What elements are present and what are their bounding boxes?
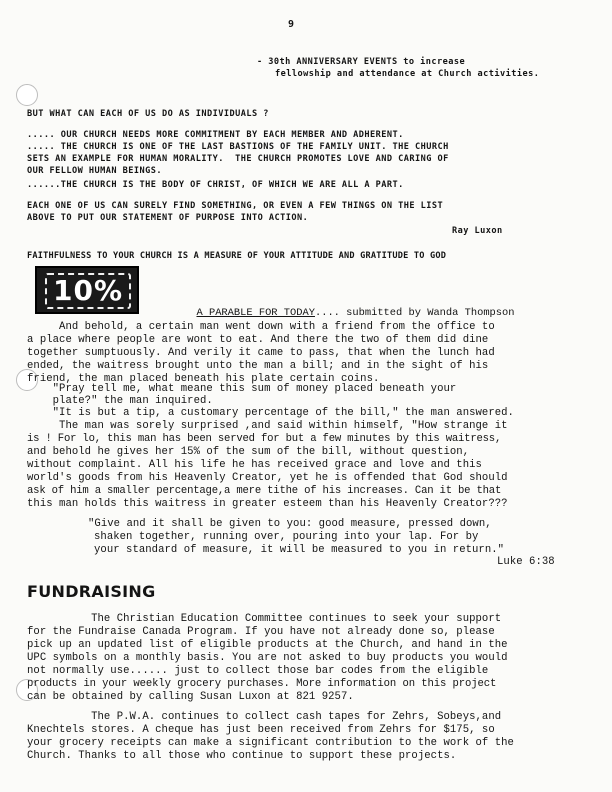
anniversary-line-1: - 30th ANNIVERSARY EVENTS to increase — [257, 57, 466, 67]
parable-line-9: The man was sorely surprised ,and said within himself, "How strange it — [27, 420, 508, 432]
parable-line-15: this man holds this waitress in greater esteem than his Heavenly Creator??? — [27, 498, 508, 510]
parable-line-1: And behold, a certain man went down with a friend from the office to — [27, 321, 495, 333]
fund-p1-line-1: The Christian Education Committee continues to seek your support — [27, 613, 502, 625]
individuals-question: BUT WHAT CAN EACH OF US DO AS INDIVIDUALS ? — [27, 109, 269, 119]
parable-line-6: "Pray tell me, what meane this sum of money placed beneath your — [27, 383, 457, 395]
fund-p1-line-2: for the Fundraise Canada Program. If you have not already done so, please — [27, 626, 495, 638]
fund-p2-line-2: Knechtels stores. A cheque has just been received from Zehrs for $175, so — [27, 724, 495, 736]
fund-p1-line-6: products in your weekly grocery purchases. More information on this project — [27, 678, 497, 690]
point-line-4: OUR FELLOW HUMAN BEINGS. — [27, 166, 162, 176]
parable-line-2: a place where people are wont to eat. And there the two of them did dine — [27, 334, 489, 346]
punch-hole-top — [16, 84, 38, 106]
faithfulness-statement: FAITHFULNESS TO YOUR CHURCH IS A MEASURE OF YOUR ATTITUDE AND GRATITUDE TO GOD — [27, 251, 447, 261]
parable-line-7: plate?" the man inquired. — [27, 395, 213, 407]
fund-p1-line-5: not normally use...... just to collect those bar codes from the eligible — [27, 665, 489, 677]
quote-citation: Luke 6:38 — [497, 556, 555, 568]
parable-line-5: friend, the man placed beneath his plate certain coins. — [27, 373, 380, 385]
parable-title-text: A PARABLE FOR TODAY — [196, 307, 315, 320]
parable-line-10: is ! For lo, this man has been served for but a few minutes by this waitress, — [27, 433, 502, 445]
ten-percent-logo — [35, 266, 139, 314]
point-line-3: SETS AN EXAMPLE FOR HUMAN MORALITY. THE CHURCH PROMOTES LOVE AND CARING OF — [27, 154, 449, 164]
fund-p1-line-3: pick up an updated list of eligible products at the Church, and hand in the — [27, 639, 508, 651]
fund-p2-line-3: your grocery receipts can make a significant contribution to the work of the — [27, 737, 514, 749]
parable-line-4: ended, the waitress brought unto the man a bill; and in the sight of his — [27, 360, 489, 372]
point-line-5: ......THE CHURCH IS THE BODY OF CHRIST, OF WHICH WE ARE ALL A PART. — [27, 180, 404, 190]
fund-p2-line-1: The P.W.A. continues to collect cash tapes for Zehrs, Sobeys,and — [27, 711, 502, 723]
parable-line-14: ask of him a smaller percentage,a mere tithe of his increases. Can it be that — [27, 485, 502, 497]
ten-percent-logo-text: 10% — [45, 273, 131, 309]
author-signature: Ray Luxon — [452, 226, 503, 236]
fundraising-heading: FUNDRAISING — [27, 582, 156, 601]
parable-line-13: world's goods from his Heavenly Creator, yet he is offended that God should — [27, 472, 508, 484]
quote-line-3: your standard of measure, it will be measured to you in return." — [94, 544, 505, 556]
fund-p1-line-7: can be obtained by calling Susan Luxon at 821 9257. — [27, 691, 354, 703]
parable-line-11: and behold he gives her 15% of the sum of the bill, without question, — [27, 446, 470, 458]
parable-line-3: together sumptuously. And verily it came to pass, that when the lunch had — [27, 347, 495, 359]
fund-p2-line-4: Church. Thanks to all those who continue to support these projects. — [27, 750, 457, 762]
anniversary-line-2: fellowship and attendance at Church activities. — [275, 69, 540, 79]
point-line-2: ..... THE CHURCH IS ONE OF THE LAST BASTIONS OF THE FAMILY UNIT. THE CHURCH — [27, 142, 449, 152]
parable-title — [184, 298, 515, 319]
closing-line-2: ABOVE TO PUT OUR STATEMENT OF PURPOSE INTO ACTION. — [27, 213, 309, 223]
fund-p1-line-4: UPC symbols on a monthly basis. You are not asked to buy products you would — [27, 652, 508, 664]
parable-byline: .... submitted by Wanda Thompson — [314, 307, 515, 320]
quote-line-2: shaken together, running over, pouring into your lap. For by — [94, 531, 479, 543]
quote-line-1: "Give and it shall be given to you: good measure, pressed down, — [88, 518, 492, 530]
parable-line-8: "It is but a tip, a customary percentage of the bill," the man answered. — [27, 407, 514, 419]
parable-line-12: without complaint. All his life he has received grace and love and this — [27, 459, 482, 471]
point-line-1: ..... OUR CHURCH NEEDS MORE COMMITMENT BY EACH MEMBER AND ADHERENT. — [27, 130, 404, 140]
page-number: 9 — [288, 19, 295, 30]
closing-line-1: EACH ONE OF US CAN SURELY FIND SOMETHING, OR EVEN A FEW THINGS ON THE LIST — [27, 201, 444, 211]
